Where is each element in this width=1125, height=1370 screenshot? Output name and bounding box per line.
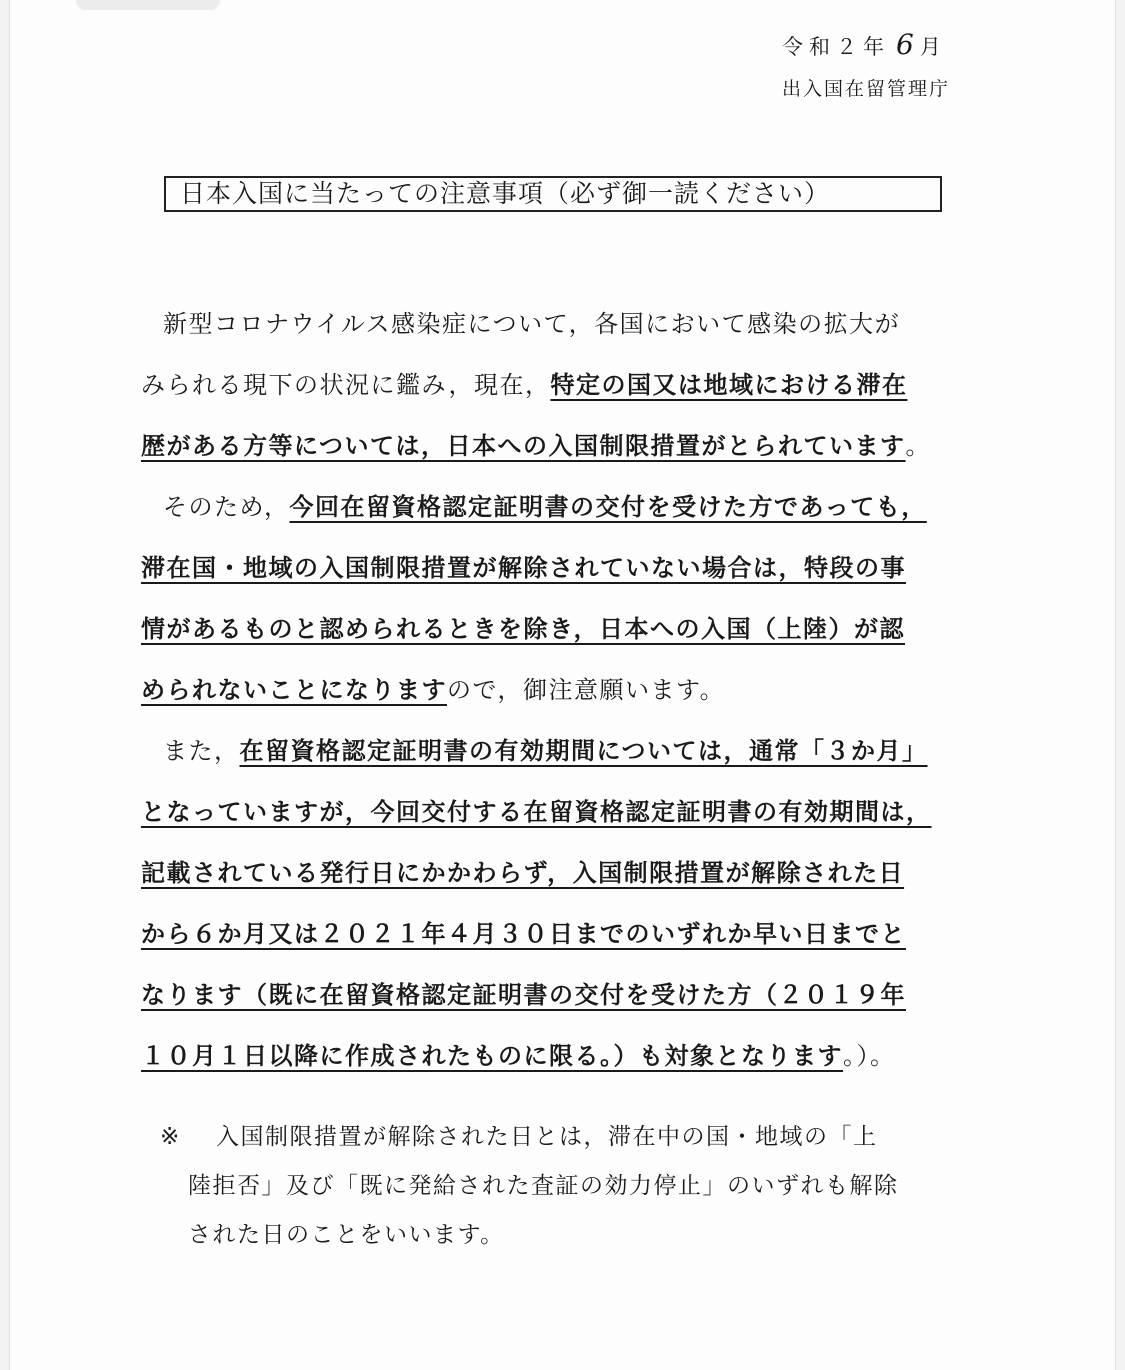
text-line	[141, 357, 971, 418]
text-span: 新型コロナウイルス感染症について，各国において感染の拡大が	[163, 310, 901, 338]
footnote	[160, 1115, 980, 1262]
reference-mark: ※	[160, 1124, 181, 1150]
underlined-text: 滞在国・地域の入国制限措置が解除されていない場合は，特段の事	[141, 554, 906, 582]
page-edge-tab	[76, 0, 220, 10]
date-prefix: 令和２年	[782, 35, 890, 59]
underlined-text: 記載されている発行日にかかわらず，入国制限措置が解除された日	[141, 859, 905, 887]
text-span: みられる現下の状況に鑑み，現在，	[141, 371, 551, 399]
underlined-text: 在留資格認定証明書の有効期間については，通常「３か月」	[239, 737, 928, 765]
document-title: 日本入国に当たっての注意事項（必ず御一読ください）	[164, 176, 942, 212]
footnote-text: 入国制限措置が解除された日とは，滞在中の国・地域の「上	[216, 1124, 878, 1150]
text-span: また，	[163, 737, 240, 765]
underlined-text: となっていますが，今回交付する在留資格認定証明書の有効期間は，	[141, 798, 932, 826]
text-line	[141, 723, 971, 784]
underlined-text: なります	[141, 981, 243, 1009]
text-line	[141, 845, 971, 906]
underlined-text: （既に在留資格認定証明書の交付を受けた方（２０１９年	[243, 981, 906, 1009]
issue-date	[782, 28, 947, 61]
underlined-text: から６か月又は２０２１年４月３０日までのいずれか早い日までと	[141, 920, 906, 948]
underlined-text: 今回在留資格認定証明書の交付を受けた方であっても，	[289, 493, 927, 521]
text-line	[141, 784, 971, 845]
footnote-text: された日のことをいいます。	[188, 1222, 505, 1248]
underlined-text: 特定の国又は地域における滞在	[550, 371, 908, 399]
text-span: 。	[905, 432, 932, 460]
text-line	[141, 418, 971, 479]
body-text	[141, 296, 971, 1089]
text-span: そのため，	[163, 493, 290, 521]
text-span: 。）。	[843, 1042, 896, 1070]
text-line	[141, 296, 971, 357]
footnote-line	[160, 1213, 980, 1262]
footnote-line	[160, 1115, 980, 1164]
text-line	[141, 662, 971, 723]
date-month-handwritten: 6	[896, 28, 914, 61]
issuing-agency: 出入国在留管理庁	[782, 78, 951, 100]
date-suffix: 月	[919, 35, 947, 59]
underlined-text: められないことになります	[141, 676, 447, 704]
text-line	[141, 967, 971, 1028]
text-line	[141, 906, 971, 967]
text-line	[141, 1028, 971, 1089]
underlined-text: 歴がある方等については，日本への入国制限措置がとられています	[141, 432, 906, 460]
footnote-line	[160, 1164, 980, 1213]
document-page	[10, 0, 1115, 1370]
footnote-text: 陸拒否」及び「既に発給された査証の効力停止」のいずれも解除	[188, 1173, 899, 1199]
text-span: ので，御注意願います。	[447, 676, 726, 704]
underlined-text: 情があるものと認められるときを除き，日本への入国（上陸）が認	[141, 615, 906, 643]
text-line	[141, 540, 971, 601]
underlined-text: １０月１日以降に作成されたものに限る。）も対象となります	[141, 1042, 843, 1070]
text-line	[141, 601, 971, 662]
text-line	[141, 479, 971, 540]
